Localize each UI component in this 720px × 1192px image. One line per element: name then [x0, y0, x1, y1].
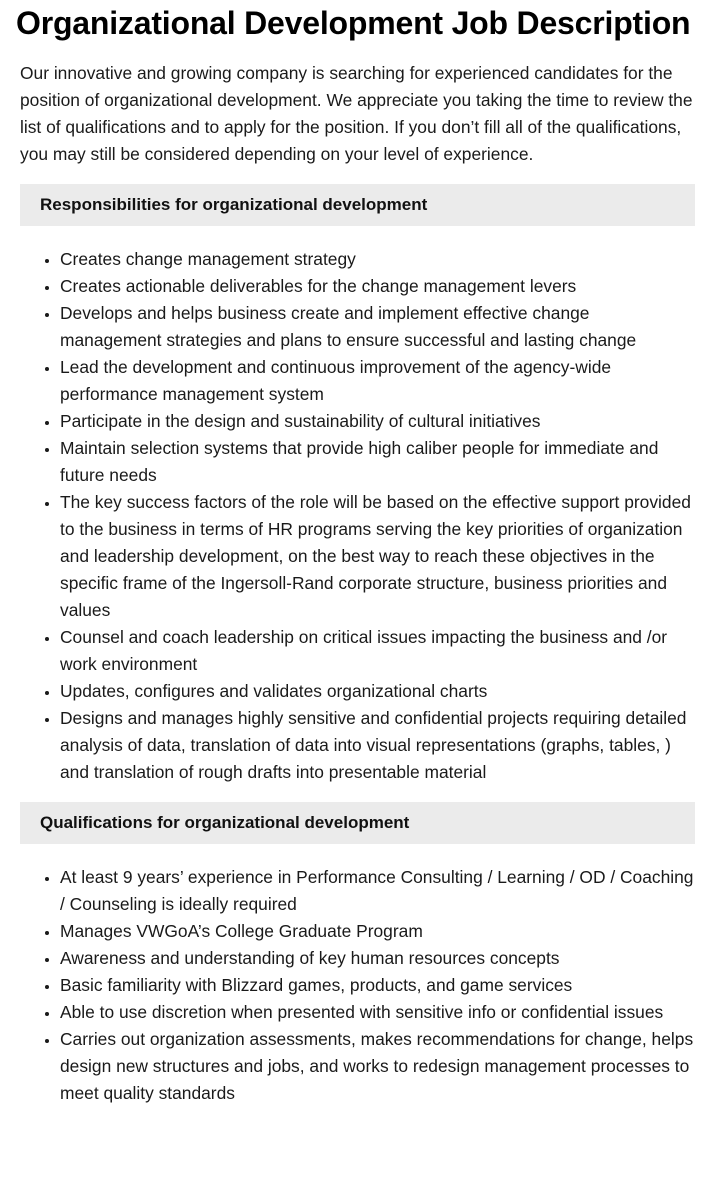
- list-item: • Manages VWGoA’s College Graduate Program: [60, 918, 695, 945]
- list-item: • Develops and helps business create and implement effective change management strategies and plans to ensure successful and lasting change: [60, 300, 695, 354]
- list-item: • Carries out organization assessments, makes recommendations for change, helps design new structures and jobs, and works to redesign management processes to meet quality standards: [60, 1026, 695, 1107]
- list-item: • At least 9 years’ experience in Performance Consulting / Learning / OD / Coaching / Counseling is ideally required: [60, 864, 695, 918]
- responsibilities-list: [20, 246, 695, 786]
- list-item: • Maintain selection systems that provide high caliber people for immediate and future needs: [60, 435, 695, 489]
- list-item: • Designs and manages highly sensitive and confidential projects requiring detailed analysis of data, translation of data into visual representations (graphs, tables, ) and translation of rough drafts into presentable material: [60, 705, 695, 786]
- list-item: • Participate in the design and sustainability of cultural initiatives: [60, 408, 695, 435]
- list-item: • Basic familiarity with Blizzard games, products, and game services: [60, 972, 695, 999]
- intro-paragraph: Our innovative and growing company is searching for experienced candidates for the position of organizational development. We appreciate you taking the time to review the list of qualifications and to apply for the position. If you don’t fill all of the qualifications, you may still be considered depending on your level of experience.: [20, 63, 693, 164]
- list-item: • Updates, configures and validates organizational charts: [60, 678, 695, 705]
- page-title: Organizational Development Job Description: [16, 5, 691, 41]
- list-item: • Awareness and understanding of key human resources concepts: [60, 945, 695, 972]
- qualifications-list: [20, 864, 695, 1107]
- list-item: • Creates actionable deliverables for the change management levers: [60, 273, 695, 300]
- list-item: • Creates change management strategy: [60, 246, 695, 273]
- list-item: • Able to use discretion when presented with sensitive info or confidential issues: [60, 999, 695, 1026]
- list-item: • Counsel and coach leadership on critical issues impacting the business and /or work environment: [60, 624, 695, 678]
- qualifications-heading: Qualifications for organizational development: [20, 802, 695, 844]
- list-item: • The key success factors of the role will be based on the effective support provided to the business in terms of HR programs serving the key priorities of organization and leadership development, on the best way to reach these objectives in the specific frame of the Ingersoll-Rand corporate structure, business priorities and values: [60, 489, 695, 624]
- responsibilities-heading: Responsibilities for organizational development: [20, 184, 695, 226]
- list-item: • Lead the development and continuous improvement of the agency-wide performance management system: [60, 354, 695, 408]
